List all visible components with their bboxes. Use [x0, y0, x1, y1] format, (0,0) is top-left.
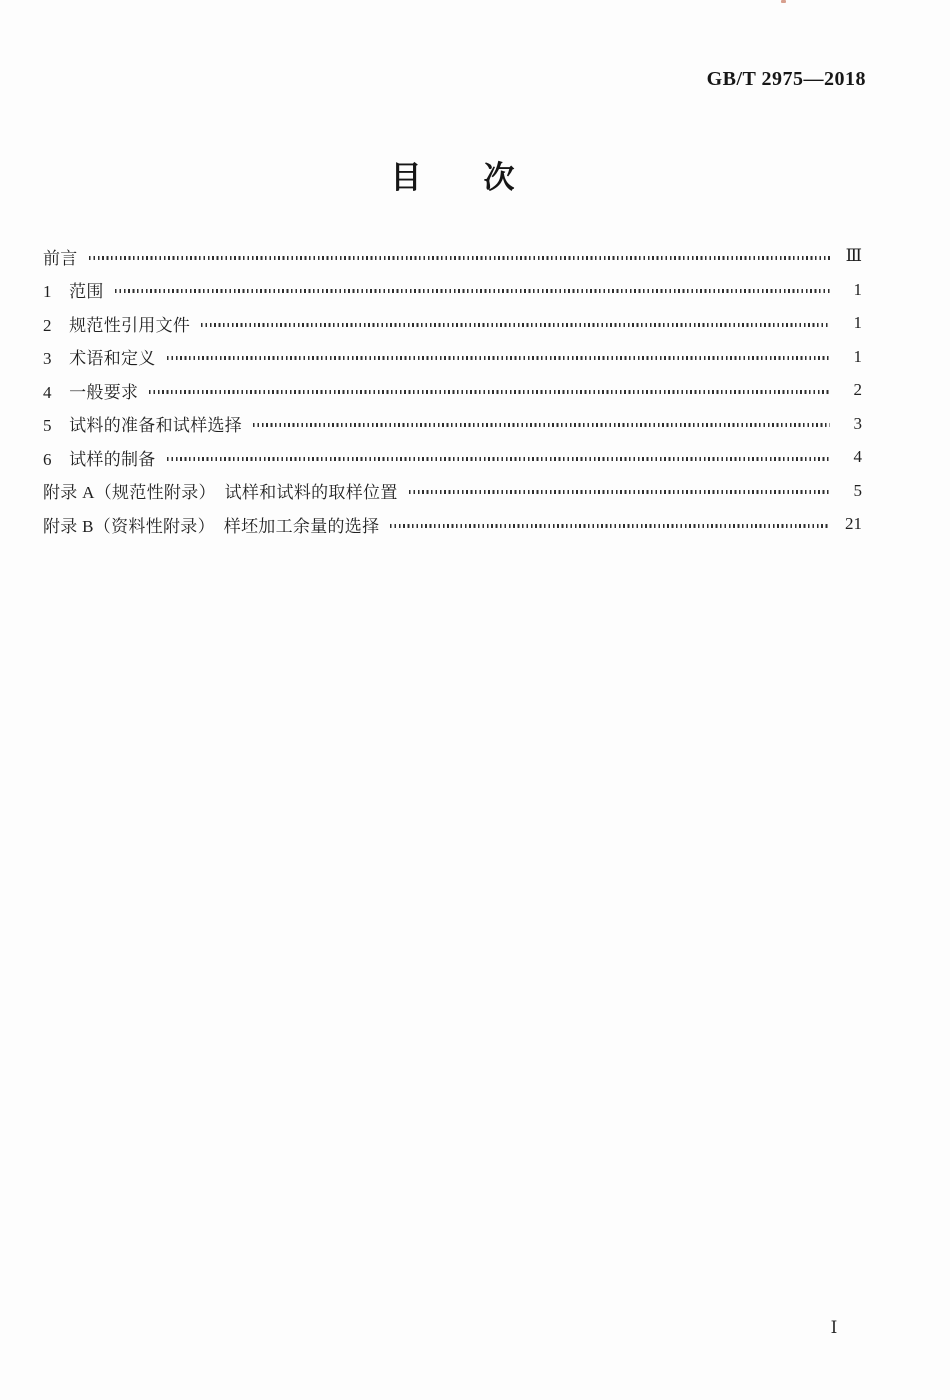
toc-entry-page: 21 [845, 514, 862, 533]
toc-entry[interactable] [43, 348, 862, 366]
standard-number: GB/T 2975—2018 [706, 68, 866, 90]
toc-entry-label: 6 试样的制备 [43, 449, 156, 469]
dot-leader [115, 289, 830, 293]
footer-page-number: Ⅰ [830, 1318, 838, 1337]
toc-entry-label: 4 一般要求 [43, 382, 139, 402]
dot-leader [149, 390, 830, 394]
toc-entry-label: 3 术语和定义 [43, 349, 156, 368]
toc-entry-page: 4 [853, 447, 862, 466]
dot-leader [89, 256, 830, 260]
dot-leader [167, 457, 830, 461]
toc-entry-label: 前言 [43, 248, 78, 268]
toc-entry[interactable] [43, 415, 862, 433]
toc-entry-page: 2 [853, 380, 862, 399]
toc-entry-page: 3 [853, 413, 862, 433]
page-title: 目 次 [390, 160, 515, 195]
toc-entry-label: 1 范围 [43, 282, 104, 301]
dot-leader [409, 490, 830, 494]
dot-leader [201, 323, 830, 327]
toc-entry[interactable] [43, 447, 862, 469]
toc-entry-label: 5 试料的准备和试样选择 [43, 416, 243, 435]
toc-entry-page: 5 [853, 480, 862, 500]
toc-entry[interactable] [43, 281, 862, 299]
toc-list [43, 247, 862, 549]
toc-entry[interactable] [43, 514, 862, 536]
toc-entry[interactable] [43, 313, 862, 335]
toc-entry-label: 附录 B（资料性附录） 样坯加工余量的选择 [43, 516, 380, 536]
dot-leader [167, 356, 830, 360]
toc-entry-page: 1 [853, 346, 862, 366]
dot-leader [390, 524, 830, 528]
dot-leader [253, 423, 830, 427]
toc-entry-page: 1 [853, 279, 862, 299]
scan-artifact [781, 0, 786, 3]
toc-entry[interactable] [43, 246, 862, 268]
toc-entry-page: Ⅲ [845, 246, 862, 265]
toc-entry-label: 附录 A（规范性附录） 试样和试料的取样位置 [43, 483, 398, 502]
toc-entry[interactable] [43, 380, 862, 402]
toc-entry-label: 2 规范性引用文件 [43, 315, 191, 335]
toc-entry[interactable] [43, 482, 862, 500]
toc-entry-page: 1 [853, 313, 862, 332]
